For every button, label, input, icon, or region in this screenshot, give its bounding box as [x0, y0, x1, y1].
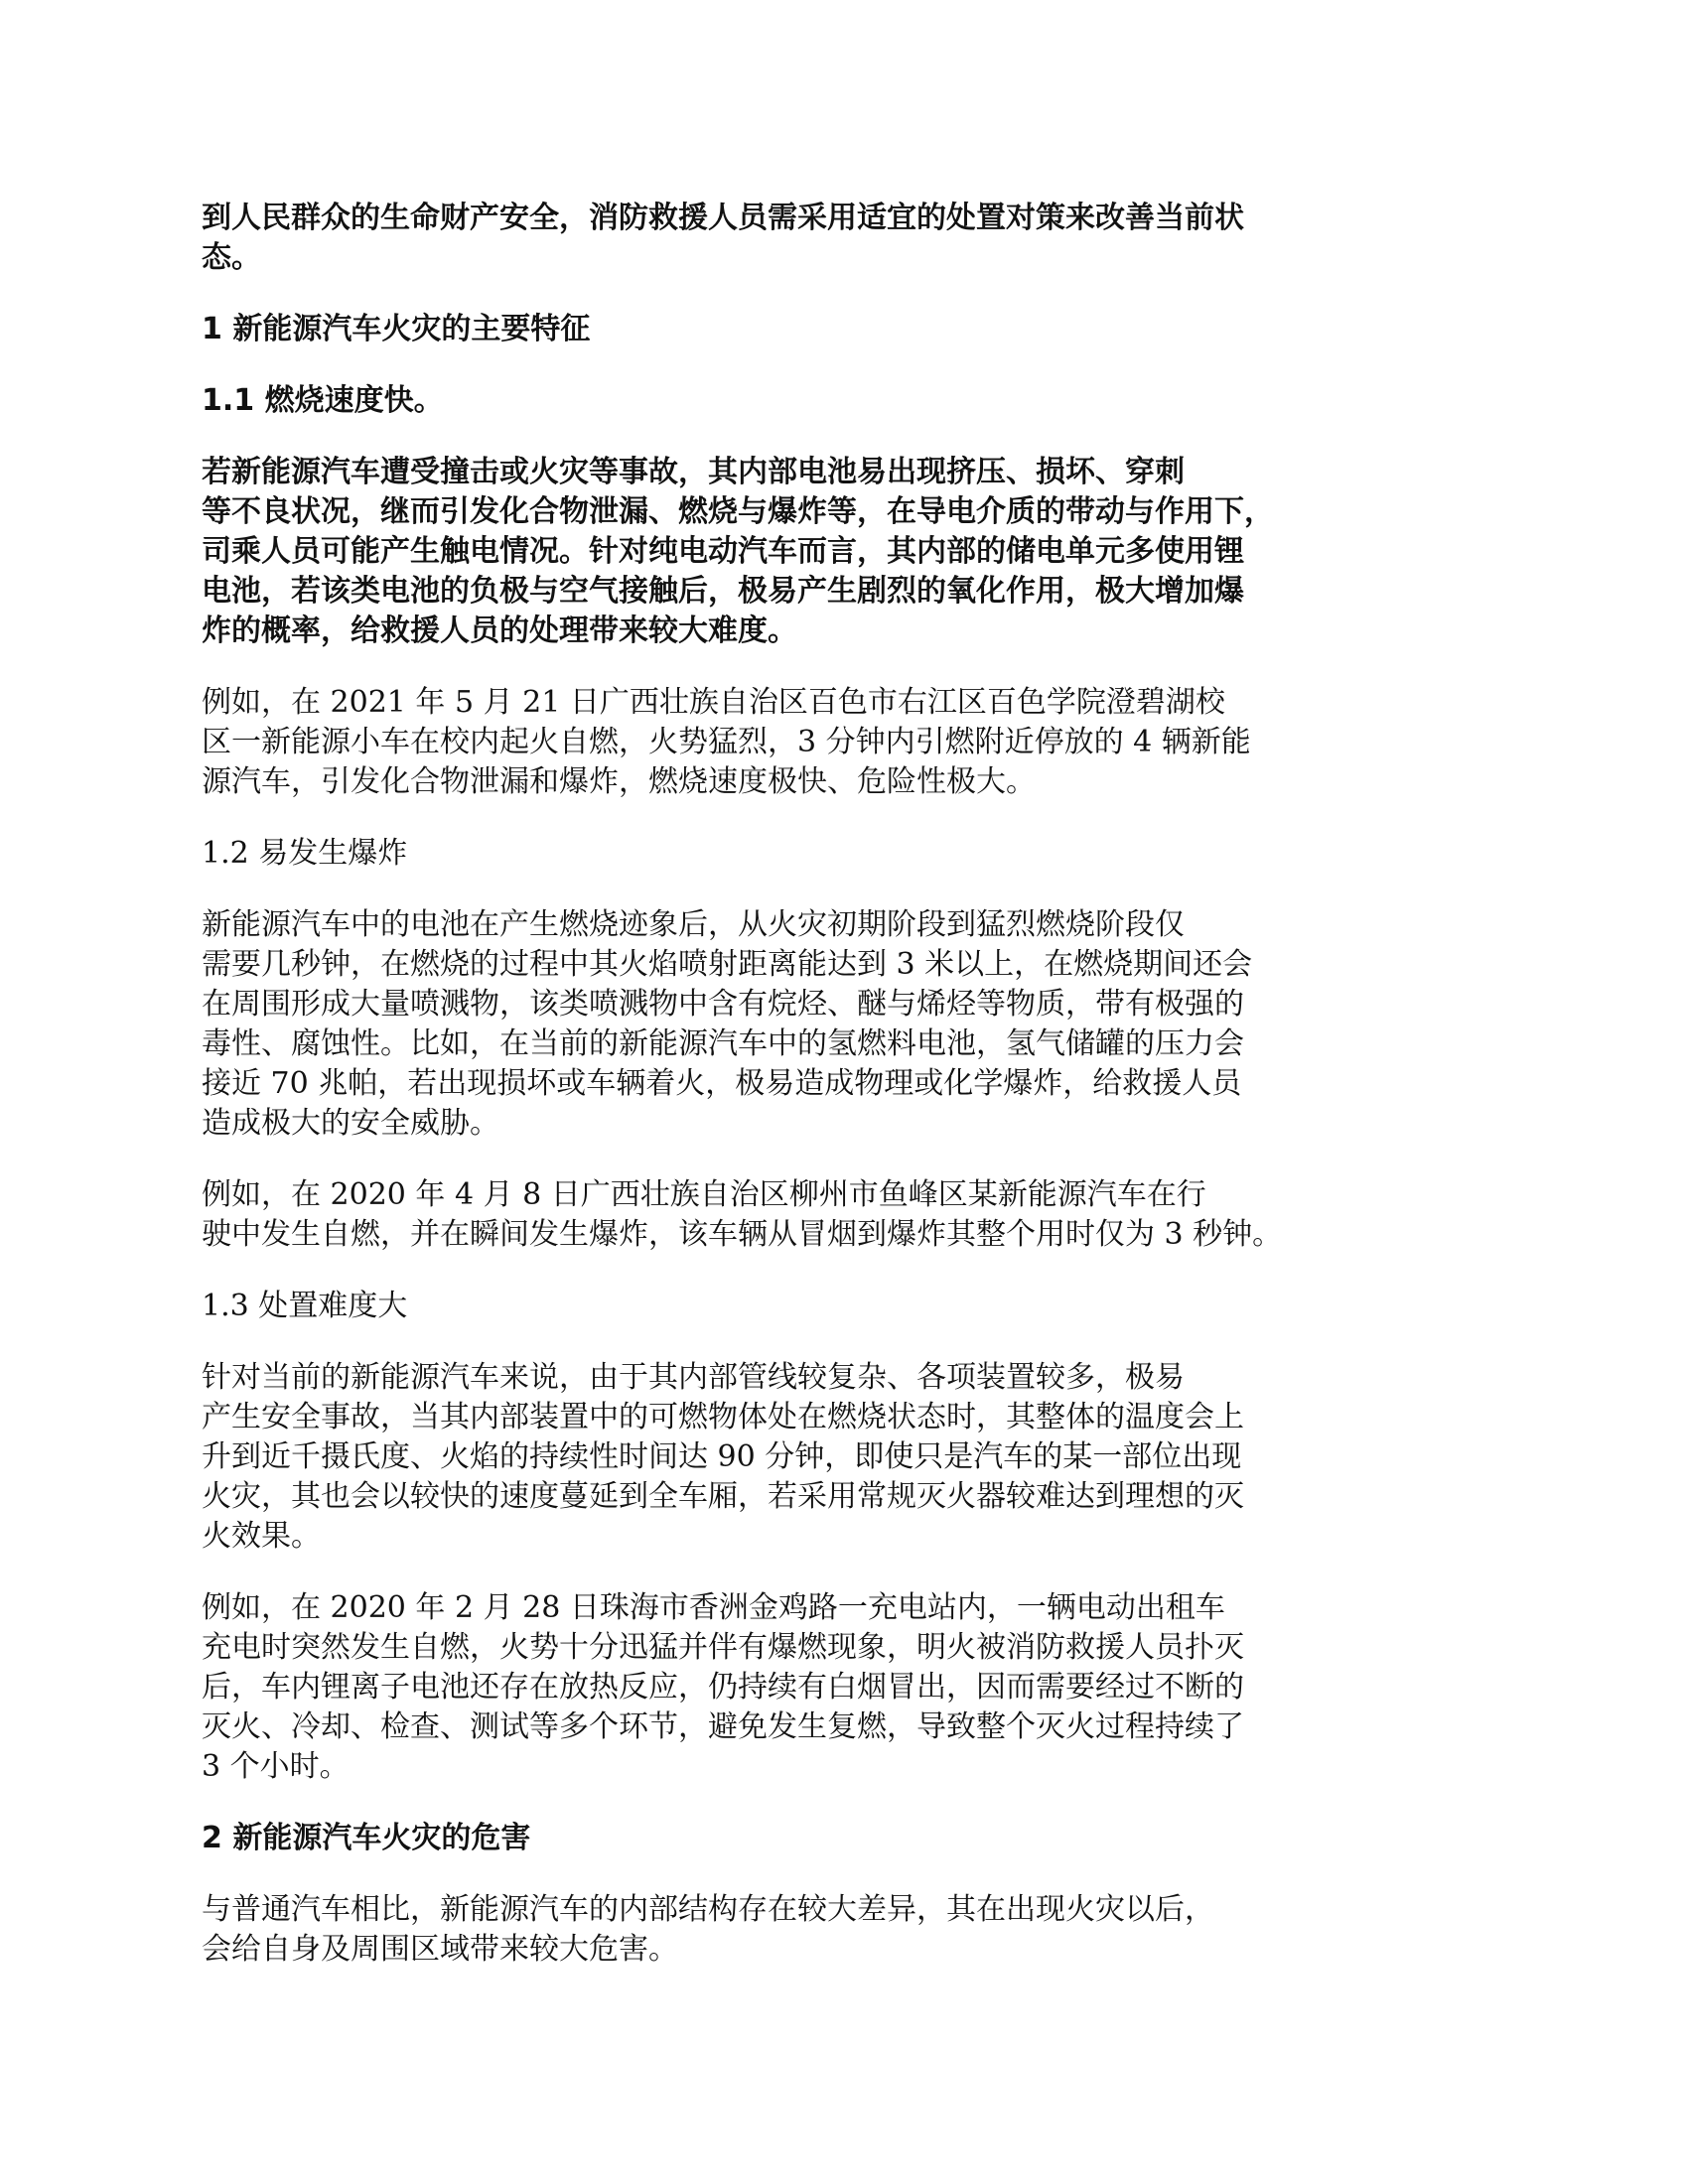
section-heading-1-2 [202, 834, 1393, 874]
section-2-paragraph [202, 1890, 1393, 1970]
text-line: 3 个小时。 [202, 1749, 350, 1784]
text-line: 区一新能源小车在校内起火自燃，火势猛烈，3 分钟内引燃附近停放的 4 辆新能 [202, 725, 1251, 759]
text-line: 态。 [202, 240, 261, 275]
section-1-2-paragraph [202, 905, 1393, 1144]
section-1-3-paragraph [202, 1358, 1393, 1557]
section-heading-1-3 [202, 1287, 1393, 1326]
section-1-3-example-paragraph [202, 1588, 1393, 1787]
text-line: 例如，在 2020 年 4 月 8 日广西壮族自治区柳州市鱼峰区某新能源汽车在行 [202, 1177, 1206, 1212]
text-line: 司乘人员可能产生触电情况。针对纯电动汽车而言，其内部的储电单元多使用锂 [202, 534, 1244, 569]
text-line: 例如，在 2020 年 2 月 28 日珠海市香洲金鸡路一充电站内，一辆电动出租车 [202, 1590, 1225, 1625]
text-line: 造成极大的安全威胁。 [202, 1106, 499, 1141]
intro-continuation-paragraph [202, 199, 1393, 278]
text-line: 等不良状况，继而引发化合物泄漏、燃烧与爆炸等，在导电介质的带动与作用下， [202, 494, 1274, 529]
text-line: 针对当前的新能源汽车来说，由于其内部管线较复杂、各项装置较多，极易 [202, 1360, 1185, 1395]
text-line: 若新能源汽车遭受撞击或火灾等事故，其内部电池易出现挤压、损坏、穿刺 [202, 455, 1185, 489]
text-line: 炸的概率，给救援人员的处理带来较大难度。 [202, 614, 797, 648]
text-line: 火效果。 [202, 1519, 321, 1554]
section-1-1-paragraph [202, 453, 1393, 651]
text-line: 火灾，其也会以较快的速度蔓延到全车厢，若采用常规灭火器较难达到理想的灭 [202, 1479, 1244, 1514]
text-line: 源汽车，引发化合物泄漏和爆炸，燃烧速度极快、危险性极大。 [202, 764, 1036, 799]
text-line: 需要几秒钟，在燃烧的过程中其火焰喷射距离能达到 3 米以上，在燃烧期间还会 [202, 947, 1253, 982]
section-heading-1 [202, 310, 1393, 349]
text-line: 灭火、冷却、检查、测试等多个环节，避免发生复燃，导致整个灭火过程持续了 [202, 1709, 1244, 1744]
text-line: 与普通汽车相比，新能源汽车的内部结构存在较大差异，其在出现火灾以后， [202, 1892, 1214, 1927]
heading-text: 1.2 易发生爆炸 [202, 836, 408, 871]
text-line: 接近 70 兆帕，若出现损坏或车辆着火，极易造成物理或化学爆炸，给救援人员 [202, 1066, 1242, 1101]
text-line: 会给自身及周围区域带来较大危害。 [202, 1932, 678, 1967]
text-line: 电池，若该类电池的负极与空气接触后，极易产生剧烈的氧化作用，极大增加爆 [202, 574, 1244, 609]
section-heading-1-1 [202, 381, 1393, 421]
heading-text: 1.1 燃烧速度快。 [202, 383, 444, 418]
document-body [202, 199, 1393, 2001]
section-1-1-example-paragraph [202, 683, 1393, 802]
text-line: 升到近千摄氏度、火焰的持续性时间达 90 分钟，即使只是汽车的某一部位出现 [202, 1439, 1242, 1474]
text-line: 驶中发生自燃，并在瞬间发生爆炸，该车辆从冒烟到爆炸其整个用时仅为 3 秒钟。 [202, 1217, 1283, 1252]
heading-text: 1.3 处置难度大 [202, 1289, 408, 1323]
text-line: 例如，在 2021 年 5 月 21 日广西壮族自治区百色市右江区百色学院澄碧湖校 [202, 685, 1225, 720]
text-line: 充电时突然发生自燃，火势十分迅猛并伴有爆燃现象，明火被消防救援人员扑灭 [202, 1630, 1244, 1665]
heading-text: 2 新能源汽车火灾的危害 [202, 1821, 531, 1855]
text-line: 毒性、腐蚀性。比如，在当前的新能源汽车中的氢燃料电池，氢气储罐的压力会 [202, 1026, 1244, 1061]
heading-text: 1 新能源汽车火灾的主要特征 [202, 312, 591, 346]
text-line: 新能源汽车中的电池在产生燃烧迹象后，从火灾初期阶段到猛烈燃烧阶段仅 [202, 907, 1185, 942]
section-1-2-example-paragraph [202, 1175, 1393, 1255]
text-line: 后，车内锂离子电池还存在放热反应，仍持续有白烟冒出，因而需要经过不断的 [202, 1670, 1244, 1705]
section-heading-2 [202, 1819, 1393, 1858]
text-line: 到人民群众的生命财产安全，消防救援人员需采用适宜的处置对策来改善当前状 [202, 201, 1244, 235]
text-line: 在周围形成大量喷溅物，该类喷溅物中含有烷烃、醚与烯烃等物质，带有极强的 [202, 987, 1244, 1022]
text-line: 产生安全事故，当其内部装置中的可燃物体处在燃烧状态时，其整体的温度会上 [202, 1400, 1244, 1434]
